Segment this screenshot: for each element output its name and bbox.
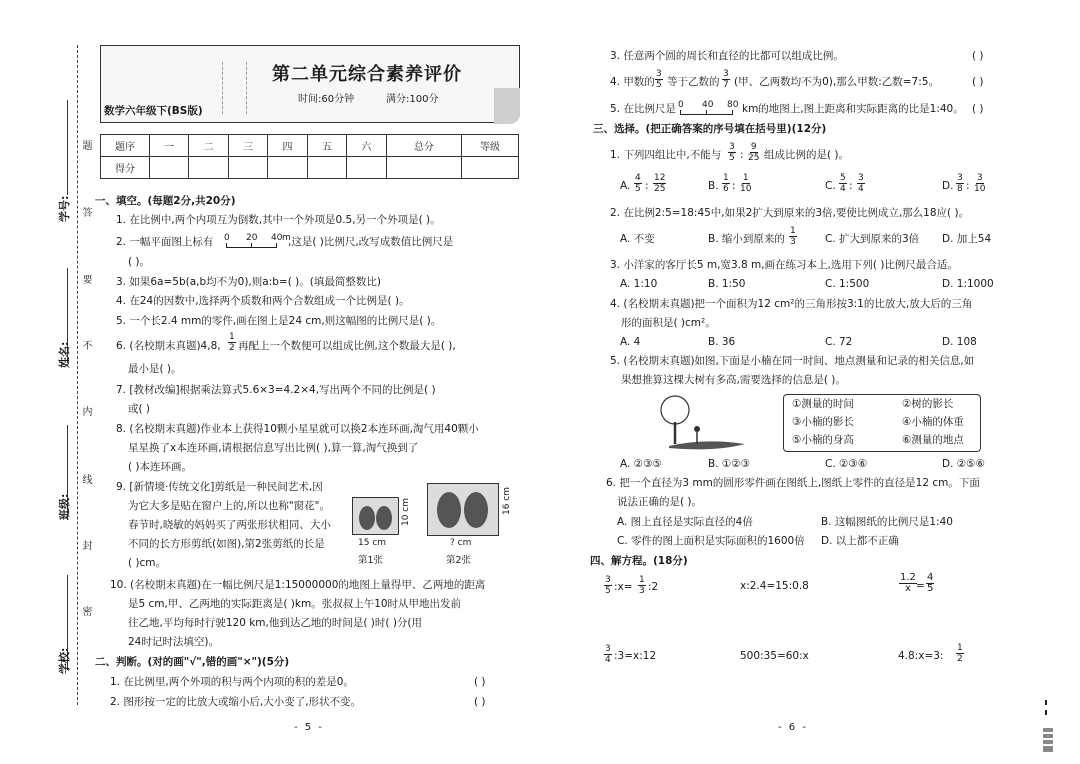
- question-text: 组成比例的是( )。: [764, 149, 850, 161]
- option[interactable]: C. 扩大到原来的3倍: [825, 233, 920, 245]
- cut-word: 密: [80, 606, 91, 616]
- name-label: 姓名:: [58, 341, 71, 368]
- option[interactable]: B. 1:50: [708, 278, 746, 290]
- score-cell: 四: [268, 135, 307, 157]
- question-text: ( )本连环画。: [128, 461, 193, 473]
- score-input-cell[interactable]: [462, 157, 519, 179]
- scale-tick: [680, 110, 681, 115]
- fraction: [638, 575, 646, 596]
- fraction: [604, 644, 612, 665]
- score-cell: 等级: [462, 135, 519, 157]
- question-text: 9. [新情境·传统文化]剪纸是一种民间艺术,因: [116, 481, 323, 493]
- score-input-cell[interactable]: [189, 157, 228, 179]
- question-text: 最小是( )。: [128, 363, 182, 375]
- numerator: 12: [654, 173, 666, 183]
- grade-label: 数学六年级下(BS版): [104, 105, 203, 117]
- question-text: 4. (名校期末真题)把一个面积为12 cm²的三角形按3:1的比放大,放大后的三角: [610, 298, 973, 310]
- info-box: [783, 394, 981, 452]
- denominator: 4: [840, 184, 846, 194]
- cut-word: 答: [80, 207, 91, 217]
- fraction: [956, 173, 964, 194]
- banner-divider: [246, 62, 247, 114]
- question-text: 春节时,晓敏的妈妈买了两张形状相同、大小: [128, 519, 331, 531]
- scale-bar: [678, 101, 742, 117]
- numerator: 4: [927, 572, 934, 583]
- denominator: 25: [654, 184, 666, 194]
- scale-tick: [276, 243, 277, 248]
- score-cell: 一: [150, 135, 189, 157]
- option[interactable]: B. ①②③: [708, 458, 751, 470]
- question-text: 4. 在24的因数中,选择两个质数和两个合数组成一个比例是( )。: [116, 295, 410, 307]
- fraction: [789, 226, 797, 247]
- denominator: 2: [957, 654, 963, 664]
- scale-unit: m: [282, 233, 291, 243]
- question-text: 是5 cm,甲、乙两地的实际距离是( )km。张叔叔上午10时从甲地出发前: [128, 598, 462, 610]
- option[interactable]: B. 36: [708, 336, 736, 348]
- option-letter[interactable]: B.: [708, 180, 719, 192]
- denominator: 5: [656, 80, 662, 90]
- score-input-cell[interactable]: [347, 157, 386, 179]
- answer-paren[interactable]: ( ): [972, 103, 984, 115]
- fraction: [634, 173, 642, 194]
- fraction: [655, 69, 663, 90]
- section-judge-title: 二、判断。(对的画"√",错的画"×")(5分): [95, 656, 290, 668]
- page-number: - 6 -: [778, 722, 808, 733]
- score-table-score-row: [101, 157, 519, 179]
- cut-word: 要: [80, 274, 91, 284]
- question-text: 等于乙数的: [667, 76, 720, 88]
- answer-paren[interactable]: ( ): [972, 50, 984, 62]
- question-text: 6. (名校期末真题)4,8,: [116, 340, 221, 352]
- banner-divider: [222, 62, 223, 114]
- question-text: ( )cm。: [128, 557, 167, 569]
- equation-text: :3=x:12: [614, 650, 657, 662]
- denominator: 10: [740, 184, 752, 194]
- fraction: [748, 142, 759, 163]
- cut-word: 线: [80, 474, 91, 484]
- scale-tick: [732, 110, 733, 115]
- question-text: km的地图上,图上距离和实际距离的比是1:40。: [742, 103, 964, 115]
- denominator: 25: [748, 153, 760, 163]
- score-input-cell[interactable]: [386, 157, 461, 179]
- paper1-width: 15 cm: [358, 538, 387, 548]
- option[interactable]: D. 108: [942, 336, 977, 348]
- tree-crown: [661, 396, 689, 424]
- equation-text: x:2.4=15:0.8: [740, 580, 809, 592]
- tree-shadow-illustration: [655, 392, 765, 456]
- question-text: 1. 在比例里,两个外项的积与两个内项的积的差是0。: [110, 676, 354, 688]
- exam-time: 时间:60分钟: [298, 94, 355, 105]
- score-table: [100, 134, 519, 179]
- option[interactable]: C. 1:500: [825, 278, 870, 290]
- cut-word: 封: [80, 540, 91, 550]
- numerator: 3: [605, 575, 611, 585]
- scale-tick-label: 0: [224, 233, 230, 243]
- option[interactable]: A. 4: [620, 336, 641, 348]
- fraction: [839, 173, 847, 194]
- question-text: 24时记时法填空)。: [128, 636, 219, 648]
- denominator: 5: [605, 586, 611, 596]
- scale-tick: [226, 243, 227, 248]
- denominator: x: [904, 583, 911, 594]
- numerator: 9: [750, 142, 757, 152]
- option[interactable]: B. 缩小到原来的: [708, 233, 785, 245]
- info-item: ①测量的时间: [792, 398, 854, 410]
- fraction: [926, 573, 934, 594]
- question-text: 1. 下列四组比中,不能与: [610, 149, 722, 161]
- denominator: 5: [729, 153, 735, 163]
- score-input-cell[interactable]: [228, 157, 267, 179]
- numerator: 5: [840, 173, 846, 183]
- question-text: 果想推算这棵大树有多高,需要选择的信息是( )。: [621, 374, 846, 386]
- equation-text: 500:35=60:x: [740, 650, 809, 662]
- answer-paren[interactable]: ( ): [972, 76, 984, 88]
- full-score: 满分:100分: [386, 94, 439, 105]
- denominator: 10: [974, 184, 986, 194]
- section-equation-title: 四、解方程。(18分): [590, 555, 688, 567]
- info-item: ⑤小楠的身高: [792, 434, 854, 446]
- option[interactable]: B. 这幅图纸的比例尺是1:40: [821, 516, 953, 528]
- question-text: 2. 一幅平面图上标有: [116, 236, 214, 248]
- fraction: [740, 173, 751, 194]
- denominator: 5: [927, 583, 934, 594]
- question-text: 5. 一个长2.4 mm的零件,画在图上是24 cm,则这幅图的比例尺是( )。: [116, 315, 442, 327]
- denominator: 4: [605, 655, 611, 665]
- student-id-line: [67, 100, 68, 195]
- scale-tick-label: 20: [246, 233, 258, 243]
- numerator: 1: [957, 643, 963, 653]
- paper-cut-pattern: [376, 506, 392, 530]
- score-input-cell[interactable]: [307, 157, 346, 179]
- numerator: 1: [742, 173, 749, 183]
- info-item: ③小楠的影长: [792, 416, 854, 428]
- fraction: [722, 69, 730, 90]
- class-label: 班级:: [58, 493, 71, 520]
- question-text: 2. 图形按一定的比放大或缩小后,大小变了,形状不变。: [110, 696, 362, 708]
- question-text: 3. 任意两个圆的周长和直径的比都可以组成比例。: [610, 50, 844, 62]
- equation-text: :x=: [614, 581, 633, 593]
- option-letter[interactable]: D.: [942, 180, 954, 192]
- answer-paren[interactable]: ( ): [474, 696, 486, 708]
- scale-bar: [224, 233, 291, 250]
- paper-cut-pattern: [464, 492, 488, 528]
- numerator: 1: [723, 173, 729, 183]
- paper2-caption: 第2张: [446, 555, 472, 566]
- numerator: 3: [605, 644, 611, 654]
- question-text: 1. 在比例中,两个内项互为倒数,其中一个外项是0.5,另一个外项是( )。: [116, 214, 441, 226]
- question-text: 往乙地,平均每时行驶120 km,他到达乙地的时间是( )时( )分(用: [128, 617, 423, 629]
- page-title: 第二单元综合素养评价: [272, 64, 462, 85]
- school-label: 学校:: [58, 647, 71, 674]
- score-input-cell[interactable]: [268, 157, 307, 179]
- scale-tick-label: 0: [678, 100, 684, 110]
- score-cell: 六: [347, 135, 386, 157]
- paper-cut-1: [352, 497, 399, 535]
- student-id-label: 学号:: [58, 195, 71, 222]
- question-text: 不同的长方形剪纸(如图),第2张剪纸的长是: [128, 538, 325, 550]
- question-text: (甲、乙两数均不为0),那么甲数:乙数=7:5。: [734, 76, 939, 88]
- numerator: 1: [639, 575, 645, 585]
- scale-tick: [251, 243, 252, 248]
- tree-shadow: [669, 441, 745, 449]
- equation-text: 4.8:x=3:: [898, 650, 944, 662]
- info-item: ④小楠的体重: [902, 416, 964, 428]
- denominator: 7: [723, 80, 729, 90]
- denominator: 8: [957, 184, 963, 194]
- score-table-header-row: [101, 135, 519, 157]
- paper-cut-2: [427, 483, 499, 536]
- question-text: 2. 在比例2:5=18:45中,如果2扩大到原来的3倍,要使比例成立,那么18应( )。: [610, 207, 970, 219]
- denominator: 4: [858, 184, 864, 194]
- girl-head: [694, 426, 700, 432]
- info-item: ②树的影长: [902, 398, 954, 410]
- question-text: 再配上一个数便可以组成比例,这个数最大是( ),: [238, 340, 456, 352]
- numerator: 3: [858, 173, 864, 183]
- score-cell: 三: [228, 135, 267, 157]
- scale-tick: [706, 110, 707, 115]
- question-text: ( )。: [128, 256, 151, 268]
- fraction: [722, 173, 730, 194]
- question-text: 说法正确的是( )。: [617, 496, 703, 508]
- score-cell: 题序: [101, 135, 150, 157]
- numerator: 3: [976, 173, 983, 183]
- cut-word: 不: [80, 340, 91, 350]
- option[interactable]: D. 以上都不正确: [821, 535, 899, 547]
- question-text: 7. [教材改编]根据乘法算式5.6×3=4.2×4,写出两个不同的比例是( ): [116, 384, 436, 396]
- fraction: [604, 575, 612, 596]
- numerator: 3: [656, 69, 662, 79]
- score-cell: 二: [189, 135, 228, 157]
- question-text: 3. 小洋家的客厅长5 m,宽3.8 m,画在练习本上,选用下列( )比例尺最合适。: [610, 259, 958, 271]
- scale-tick-label: 40: [702, 100, 714, 110]
- option[interactable]: C. 零件的图上面积是实际面积的1600倍: [617, 535, 805, 547]
- paper2-width: ? cm: [450, 538, 472, 548]
- equation-text: =: [916, 580, 925, 592]
- numerator: 3: [723, 69, 729, 79]
- numerator: 1: [229, 332, 235, 342]
- denominator: 6: [723, 184, 729, 194]
- score-cell: 五: [307, 135, 346, 157]
- section-fill-title: 一、填空。(每题2分,共20分): [95, 195, 236, 207]
- score-cell: 得分: [101, 157, 150, 179]
- option[interactable]: A. 图上直径是实际直径的4倍: [617, 516, 753, 528]
- question-text: 4. 甲数的: [610, 76, 655, 88]
- scale-tick-label: 80: [727, 100, 739, 110]
- numerator: 4: [635, 173, 641, 183]
- equation-text: :2: [648, 581, 659, 593]
- paper-cut-pattern: [437, 492, 461, 528]
- question-text: ,这是( )比例尺,改写成数值比例尺是: [288, 236, 454, 248]
- banner-corner-fold: [494, 88, 520, 124]
- option[interactable]: A. ②③⑤: [620, 458, 662, 470]
- question-text: 形的面积是( )cm²。: [621, 317, 716, 329]
- registration-marks: [1041, 700, 1055, 756]
- fraction: [728, 142, 736, 163]
- fraction: [653, 173, 666, 194]
- section-choice-title: 三、选择。(把正确答案的序号填在括号里)(12分): [593, 123, 827, 135]
- option-letter[interactable]: A.: [620, 180, 631, 192]
- score-cell: 总分: [386, 135, 461, 157]
- info-item: ⑥测量的地点: [902, 434, 964, 446]
- paper-cut-pattern: [359, 506, 375, 530]
- numerator: 1.2: [900, 572, 916, 583]
- question-text: 3. 如果6a=5b(a,b均不为0),则a:b=( )。(填最简整数比): [116, 276, 381, 288]
- denominator: 3: [790, 237, 796, 247]
- question-text: 10. (名校期末真题)在一幅比例尺是1:15000000的地图上量得甲、乙两地的距离: [110, 579, 486, 591]
- question-text: 为它大多是贴在窗户上的,所以也称"窗花"。: [128, 500, 330, 512]
- fraction: [899, 573, 917, 594]
- question-text: 5. 在比例尺是: [610, 103, 676, 115]
- answer-paren[interactable]: ( ): [474, 676, 486, 688]
- option-letter[interactable]: C.: [825, 180, 836, 192]
- question-text: 8. (名校期末真题)作业本上获得10颗小星星就可以换2本连环画,淘气用40颗小: [116, 423, 479, 435]
- denominator: 5: [635, 184, 641, 194]
- denominator: 2: [229, 343, 235, 353]
- fraction: [857, 173, 865, 194]
- cut-word: 题: [80, 140, 91, 150]
- fraction: [228, 332, 236, 353]
- fraction: [974, 173, 985, 194]
- page-number: - 5 -: [294, 722, 324, 733]
- question-text: 星星换了x本连环画,请根据信息写出比例( ),算一算,淘气换到了: [128, 442, 419, 454]
- option[interactable]: A. 不变: [620, 233, 655, 245]
- paper2-height: 16 cm: [502, 487, 512, 516]
- option[interactable]: A. 1:10: [620, 278, 658, 290]
- paper1-caption: 第1张: [358, 555, 384, 566]
- option[interactable]: C. ②③⑥: [825, 458, 868, 470]
- paper1-height: 10 cm: [401, 498, 411, 527]
- option[interactable]: C. 72: [825, 336, 853, 348]
- score-input-cell[interactable]: [150, 157, 189, 179]
- fraction: [956, 643, 964, 664]
- scale-tick-label: 40: [271, 233, 283, 243]
- numerator: 1: [790, 226, 796, 236]
- question-text: 或( ): [128, 403, 151, 415]
- option[interactable]: D. 1:1000: [942, 278, 994, 290]
- denominator: 3: [639, 586, 645, 596]
- question-text: 5. (名校期末真题)如图,下面是小楠在同一时间、地点测量和记录的相关信息,如: [610, 355, 975, 367]
- question-text: 6. 把一个直径为3 mm的圆形零件画在图纸上,图纸上零件的直径是12 cm。下面: [606, 477, 980, 489]
- option[interactable]: D. ②⑤⑥: [942, 458, 985, 470]
- numerator: 3: [729, 142, 735, 152]
- numerator: 3: [957, 173, 963, 183]
- option[interactable]: D. 加上54: [942, 233, 992, 245]
- cut-word: 内: [80, 406, 91, 416]
